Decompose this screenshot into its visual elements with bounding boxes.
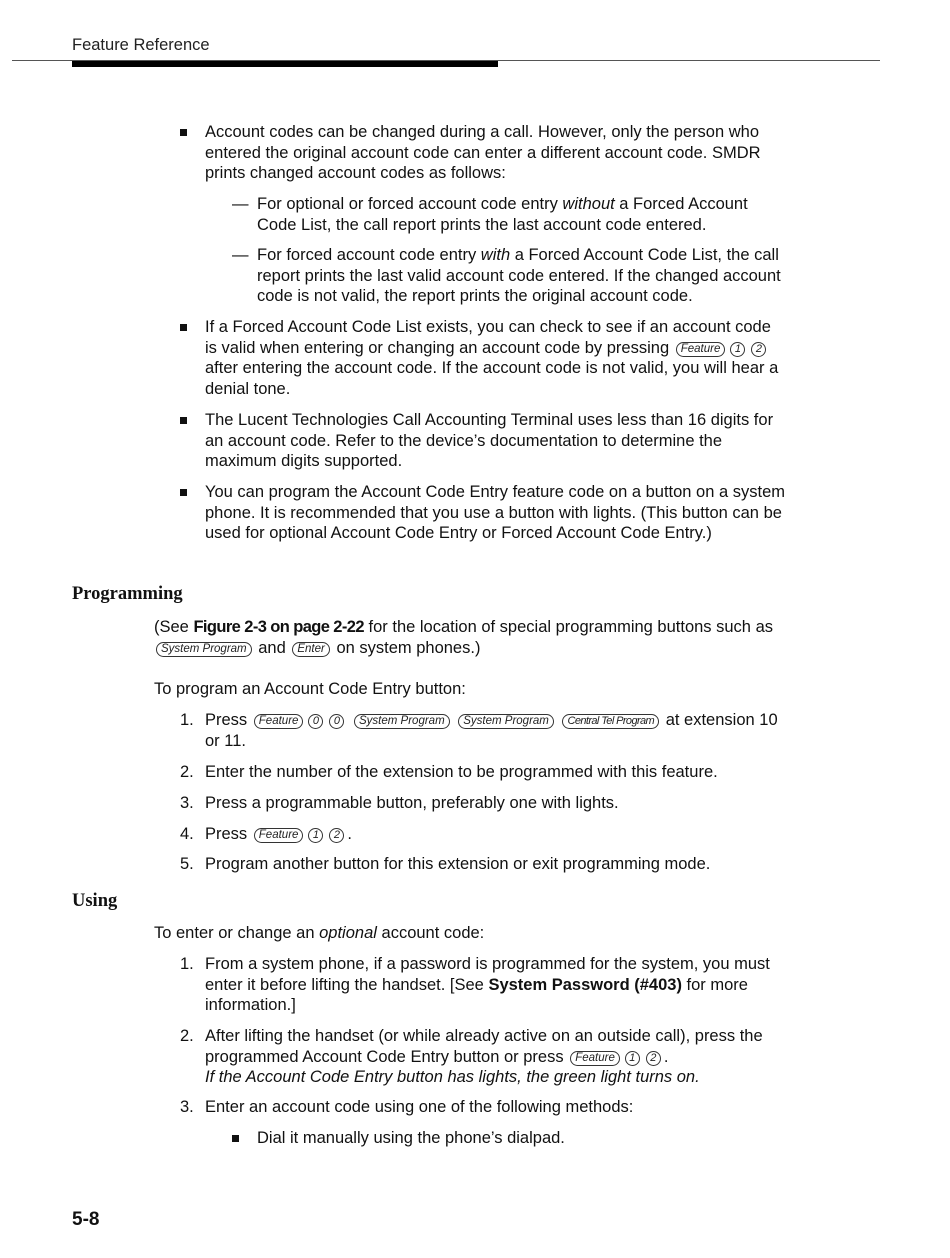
- step-text: Program another button for this extension or exit programming mode.: [205, 855, 711, 873]
- section-heading-programming: Programming: [72, 584, 183, 604]
- digit-2-key-icon: 2: [751, 342, 766, 357]
- system-program-key-icon: System Program: [156, 642, 252, 657]
- step-number: 3.: [180, 1098, 194, 1116]
- step-text: Press Feature 0 0 System Program System Program Central Tel Program at extension 10 or 11.: [205, 711, 778, 750]
- step-text: After lifting the handset (or while already active on an outside call), press the programmed Account Code Entry button or press Feature 1 2 . If the Account Code Entry button has lights, the green light turns on.: [205, 1027, 763, 1086]
- step-number: 2.: [180, 763, 194, 781]
- bullet-text: You can program the Account Code Entry feature code on a button on a system phone. It is recommended that you use a button with lights. (This button can be used for optional Account Code Entry or Forced Account Code Entry.): [205, 483, 786, 542]
- bullet-square-icon: [180, 489, 187, 496]
- digit-2-key-icon: 2: [329, 828, 344, 843]
- step-text: Enter the number of the extension to be programmed with this feature.: [205, 763, 718, 781]
- feature-key-icon: Feature: [570, 1051, 620, 1066]
- programming-note: (See Figure 2-3 on page 2-22 for the location of special programming buttons such as System Program and Enter on system phones.): [154, 618, 773, 657]
- feature-key-icon: Feature: [254, 828, 304, 843]
- bullet-square-icon: [232, 1135, 239, 1142]
- step-number: 4.: [180, 825, 194, 843]
- digit-0-key-icon: 0: [308, 714, 323, 729]
- step-text: Enter an account code using one of the following methods:: [205, 1098, 634, 1116]
- step-number: 1.: [180, 955, 194, 973]
- step-number: 2.: [180, 1027, 194, 1045]
- step-number: 3.: [180, 794, 194, 812]
- figure-reference: Figure 2-3 on page 2-22: [193, 618, 364, 636]
- feature-key-icon: Feature: [254, 714, 304, 729]
- bullet-square-icon: [180, 129, 187, 136]
- page-number: 5-8: [72, 1209, 100, 1230]
- bullet-square-icon: [180, 417, 187, 424]
- feature-key-icon: Feature: [676, 342, 726, 357]
- dash-text: For forced account code entry with a Forced Account Code List, the call report prints the last valid account code entered. If the changed account code is not valid, the report prints the original account code.: [257, 246, 781, 305]
- dash-mark: —: [232, 195, 249, 213]
- cross-reference: System Password (#403): [488, 975, 682, 994]
- digit-1-key-icon: 1: [625, 1051, 640, 1066]
- digit-1-key-icon: 1: [730, 342, 745, 357]
- digit-0-key-icon: 0: [329, 714, 344, 729]
- method-text: Dial it manually using the phone’s dialpad.: [257, 1129, 565, 1147]
- step-result-note: If the Account Code Entry button has lights, the green light turns on.: [205, 1068, 700, 1086]
- running-head: Feature Reference: [72, 36, 210, 54]
- digit-2-key-icon: 2: [646, 1051, 661, 1066]
- step-number: 1.: [180, 711, 194, 729]
- dash-text: For optional or forced account code entry without a Forced Account Code List, the call report prints the last account code entered.: [257, 195, 748, 234]
- system-program-key-icon: System Program: [458, 714, 554, 729]
- central-tel-program-key-icon: Central Tel Program: [562, 714, 659, 729]
- step-text: Press a programmable button, preferably one with lights.: [205, 794, 619, 812]
- dash-mark: —: [232, 246, 249, 264]
- programming-intro: To program an Account Code Entry button:: [154, 680, 466, 698]
- bullet-text: The Lucent Technologies Call Accounting Terminal uses less than 16 digits for an account code. Refer to the device’s documentation to determine the maximum digits supported.: [205, 411, 774, 470]
- enter-key-icon: Enter: [292, 642, 330, 657]
- step-number: 5.: [180, 855, 194, 873]
- step-text: Press Feature 1 2 .: [205, 825, 353, 843]
- system-program-key-icon: System Program: [354, 714, 450, 729]
- bullet-square-icon: [180, 324, 187, 331]
- digit-1-key-icon: 1: [308, 828, 323, 843]
- bullet-text: If a Forced Account Code List exists, you can check to see if an account code is valid when entering or changing an account code by pressing Feature 1 2 after entering the account code. If the account code is not valid, you will hear a denial tone.: [205, 318, 779, 398]
- section-heading-using: Using: [72, 891, 118, 911]
- header-rule-thick: [72, 61, 498, 67]
- step-text: From a system phone, if a password is programmed for the system, you must enter it before lifting the handset. [See System Password (#403) for more information.]: [205, 955, 770, 1014]
- bullet-text: Account codes can be changed during a call. However, only the person who entered the original account code can enter a different account code. SMDR prints changed account codes as follows:: [205, 123, 761, 182]
- using-intro: To enter or change an optional account code:: [154, 924, 485, 942]
